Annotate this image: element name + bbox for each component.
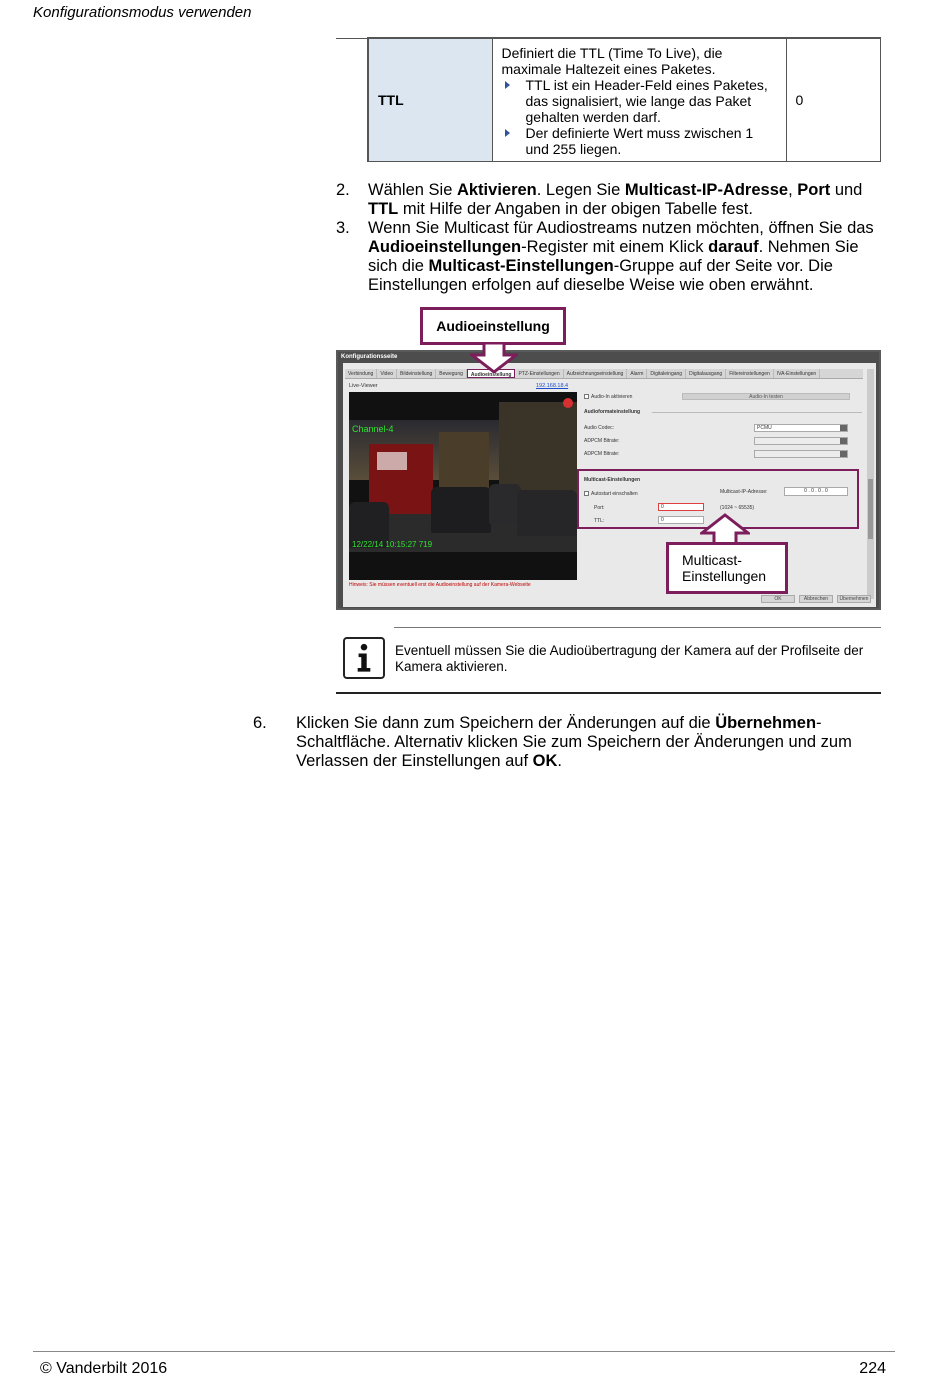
page-number: 224 [859, 1360, 886, 1377]
text-run: -Gruppe auf der Seite vor. Die Einstellungen erfolgen auf dieselbe Weise wie oben erwähnt. [368, 257, 833, 294]
channel-label: Channel-4 [352, 424, 394, 434]
video-car [431, 487, 491, 533]
step-number: 2. [336, 181, 350, 199]
audio-in-checkbox[interactable] [584, 394, 589, 399]
video-firetruck-window [377, 452, 407, 470]
step-text [296, 714, 852, 770]
tab-digitaleingang[interactable]: Digitaleingang [647, 369, 686, 378]
ttl-bullet-list [502, 77, 778, 157]
text-run: und [830, 181, 863, 199]
video-car [517, 490, 577, 536]
note-text: Eventuell müssen Sie die Audioübertragung der Kamera auf der Profilseite der Kamera aktivieren. [395, 643, 864, 674]
window-title: Konfigurationsseite [341, 354, 398, 360]
info-icon [343, 637, 385, 679]
multicast-ip-input[interactable]: 0 . 0 . 0 . 0 [784, 487, 848, 496]
ttl-input[interactable]: 0 [658, 516, 704, 524]
text-run: , [788, 181, 798, 199]
bold-term: darauf [708, 238, 759, 256]
tab-bildeinstellung[interactable]: Bildeinstellung [397, 369, 436, 378]
text-run: Wählen Sie [368, 181, 457, 199]
ttl-description-cell [492, 38, 786, 162]
step-6 [253, 714, 873, 771]
callout-line: Multicast- [682, 552, 742, 568]
ttl-label: TTL: [594, 518, 605, 524]
step-number: 6. [253, 714, 267, 732]
tab-bar [345, 369, 863, 379]
live-video [349, 392, 577, 580]
bold-term: Port [797, 181, 831, 199]
callout-line: Einstellungen [682, 568, 767, 584]
footer-rule [33, 1351, 895, 1352]
tab-bewegung[interactable]: Bewegung [436, 369, 467, 378]
video-timestamp: 12/22/14 10:15:27 719 [352, 540, 433, 549]
text-run: -Register mit einem Klick [521, 238, 709, 256]
text-run: . Nehmen Sie sich die [368, 238, 859, 275]
adpcm-bitrate-label: ADPCM Bitrate: [584, 438, 620, 444]
bold-term: OK [532, 752, 558, 770]
audio-codec-select[interactable]: PCMU [754, 424, 848, 432]
tab-digitalausgang[interactable]: Digitalausgang [686, 369, 726, 378]
step-list [336, 181, 876, 295]
audio-in-enable-label: Audio-In aktivieren [591, 394, 633, 400]
footer-copyright: © Vanderbilt 2016 [40, 1360, 168, 1377]
tab-ptz-einstellungen[interactable]: PTZ-Einstellungen [515, 369, 563, 378]
audio-codec-label: Audio Codec: [584, 425, 615, 431]
step-item [336, 181, 876, 219]
audio-in-enable-row[interactable] [584, 394, 632, 400]
tab-alarm[interactable]: Alarm [627, 369, 647, 378]
tab-video[interactable]: Video [377, 369, 397, 378]
apply-button[interactable]: Übernehmen [837, 595, 871, 603]
bold-term: TTL [368, 200, 399, 218]
scrollbar[interactable] [867, 369, 874, 599]
record-icon[interactable] [563, 398, 573, 408]
camera-ip-link[interactable]: 192.168.18.4 [536, 383, 569, 389]
table-gap [336, 38, 368, 162]
adpcm-bitrate2-select[interactable] [754, 450, 848, 458]
bold-term: Multicast-Einstellungen [428, 257, 614, 275]
ttl-default-cell: 0 [786, 38, 881, 162]
text-run: -Schaltfläche. Alternativ klicken Sie zum Speichern der Änderungen und zum Verlassen der Einstellungen auf [296, 714, 852, 770]
ttl-bullet: Der definierte Wert muss zwischen 1 und 255 liegen. [502, 125, 778, 157]
text-run: . Legen Sie [536, 181, 625, 199]
multicast-ip-label: Multicast-IP-Adresse: [720, 489, 768, 495]
text-run: . [557, 752, 562, 770]
ttl-bullet: TTL ist ein Header-Feld eines Paketes, das signalisiert, wie lange das Paket gehalten werden darf. [502, 77, 778, 125]
callout-multicast-einstellungen [666, 542, 788, 594]
tab-aufzeichnungseinstellung[interactable]: Aufzeichnungseinstellung [564, 369, 628, 378]
bold-term: Übernehmen [715, 714, 817, 732]
page-header: Konfigurationsmodus verwenden [33, 4, 252, 21]
note-bottom-rule [336, 692, 881, 694]
bold-term: Aktivieren [456, 181, 537, 199]
step-number: 3. [336, 219, 350, 237]
ttl-table [336, 37, 881, 162]
text-run: mit Hilfe der Angaben in der obigen Tabelle fest. [398, 200, 753, 218]
adpcm-bitrate-select[interactable] [754, 437, 848, 445]
divider [652, 412, 862, 413]
tab-verbindung[interactable]: Verbindung [345, 369, 377, 378]
audio-in-test-button[interactable]: Audio-In testen [682, 393, 850, 400]
port-label: Port: [594, 505, 605, 511]
live-viewer-label: Live-Viewer [349, 383, 378, 389]
port-input[interactable]: 0 [658, 503, 704, 511]
callout-arrow-up-icon [700, 513, 750, 545]
note-top-rule [394, 627, 881, 628]
text-run: Klicken Sie dann zum Speichern der Änderungen auf die [296, 714, 716, 732]
hint-text: Hinweis: Sie müssen eventuell erst die Audioeinstellung auf der Kamera-Webseite [349, 582, 531, 588]
callout-arrow-down-icon [470, 343, 518, 373]
cancel-button[interactable]: Abbrechen [799, 595, 833, 603]
bold-term: Multicast-IP-Adresse [624, 181, 789, 199]
audio-format-heading: Audioformateinstellung [584, 409, 641, 415]
ttl-description: Definiert die TTL (Time To Live), die maximale Haltezeit eines Paketes. [501, 44, 723, 77]
adpcm-bitrate2-label: ADPCM Bitrate: [584, 451, 620, 457]
step-item [336, 219, 876, 295]
ok-button[interactable]: OK [761, 595, 795, 603]
tab-iva-einstellungen[interactable]: IVA-Einstellungen [774, 369, 820, 378]
tab-filtereinstellungen[interactable]: Filtereinstellungen [726, 369, 774, 378]
text-run: Wenn Sie Multicast für Audiostreams nutzen möchten, öffnen Sie das [368, 219, 874, 237]
multicast-heading: Multicast-Einstellungen [584, 477, 641, 483]
port-range-hint: (1024 ~ 65535) [720, 505, 755, 511]
autostart-label: Autostart einschalten [591, 491, 638, 497]
ttl-name-cell: TTL [368, 38, 492, 162]
scrollbar-thumb[interactable] [868, 479, 873, 539]
bold-term: Audioeinstellungen [368, 238, 522, 256]
dialog-buttons [761, 595, 871, 603]
callout-audioeinstellung: Audioeinstellung [420, 307, 566, 345]
tab-audioeinstellung[interactable]: Audioeinstellung [467, 369, 516, 378]
